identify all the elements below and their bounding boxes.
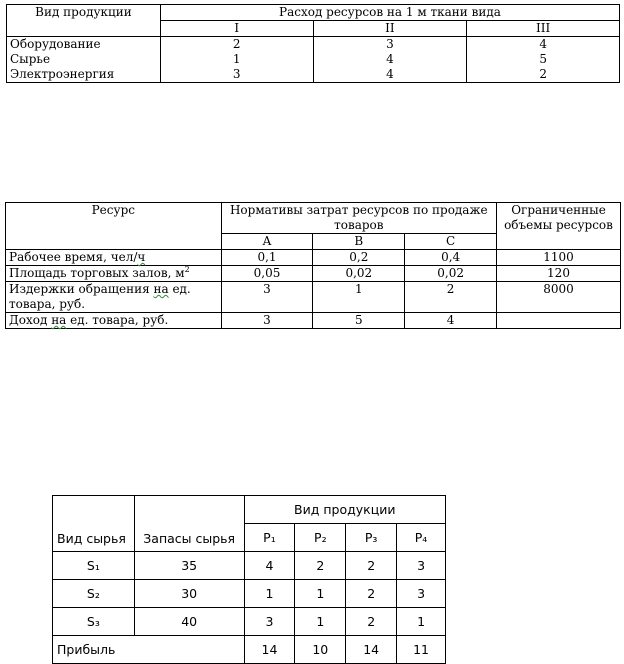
- row-label: Площадь торговых залов, $м^2$: [6, 266, 222, 282]
- profit-cell: 11: [397, 636, 446, 664]
- table-cell: 3: [221, 282, 313, 313]
- subheader-cell: C: [405, 234, 497, 250]
- table-cell: 4: [313, 67, 467, 83]
- table-cell: 3: [244, 608, 295, 636]
- table-row: [7, 5, 620, 21]
- table-row: [53, 580, 446, 608]
- profit-cell: 14: [346, 636, 397, 664]
- raw-material-table: [52, 495, 446, 664]
- limit-cell: 120: [497, 266, 621, 282]
- table-cell: 0,2: [313, 250, 405, 266]
- table-cell: 5: [467, 52, 620, 67]
- table-cell: 1: [313, 282, 405, 313]
- header-product-type: Вид продукции: [7, 5, 161, 37]
- limit-cell: 1100: [497, 250, 621, 266]
- table-cell: 2: [346, 552, 397, 580]
- row-label: Электроэнергия: [7, 67, 161, 83]
- subheader-cell: II: [313, 21, 467, 37]
- header-raw-stock: Запасы сырья: [134, 496, 244, 552]
- table-row: [7, 37, 620, 53]
- table-row: [7, 52, 620, 67]
- limit-cell: [497, 313, 621, 329]
- header-product-type: Вид продукции: [244, 496, 445, 524]
- row-label: S₂: [53, 580, 135, 608]
- table-cell: 0,02: [405, 266, 497, 282]
- limit-cell: 8000: [497, 282, 621, 313]
- subheader-cell: III: [467, 21, 620, 37]
- profit-label: Прибыль: [53, 636, 245, 664]
- header-norms: Нормативы затрат ресурсов по продаже товаров: [221, 203, 496, 234]
- table-cell: 3: [397, 580, 446, 608]
- table-cell: 2: [346, 580, 397, 608]
- product-header-cell: P₂: [295, 524, 346, 552]
- table-cell: 0,4: [405, 250, 497, 266]
- table-row: [53, 496, 446, 524]
- profit-cell: 10: [295, 636, 346, 664]
- table-row: [6, 250, 621, 266]
- stock-cell: 35: [134, 552, 244, 580]
- row-label: Рабочее время, чел/ч: [6, 250, 222, 266]
- table-cell: 2: [405, 282, 497, 313]
- table-cell: 3: [397, 552, 446, 580]
- table-cell: 0,1: [221, 250, 313, 266]
- table-cell: 2: [467, 67, 620, 83]
- subheader-cell: I: [160, 21, 313, 37]
- table-cell: 2: [295, 552, 346, 580]
- table-cell: 1: [397, 608, 446, 636]
- table-cell: 1: [295, 580, 346, 608]
- sales-resource-table: [5, 202, 621, 329]
- subheader-cell: B: [313, 234, 405, 250]
- stock-cell: 30: [134, 580, 244, 608]
- row-label: Сырье: [7, 52, 161, 67]
- table-cell: 2: [346, 608, 397, 636]
- table-cell: 1: [160, 52, 313, 67]
- row-label: Доход на ед. товара, руб.: [6, 313, 222, 329]
- table-cell: 1: [244, 580, 295, 608]
- table-cell: 5: [313, 313, 405, 329]
- profit-cell: 14: [244, 636, 295, 664]
- product-header-cell: P₃: [346, 524, 397, 552]
- header-limits: Ограниченные объемы ресурсов: [497, 203, 621, 250]
- table-row: [7, 67, 620, 83]
- product-header-cell: P₄: [397, 524, 446, 552]
- stock-cell: 40: [134, 608, 244, 636]
- subheader-cell: A: [221, 234, 313, 250]
- table-cell: 1: [295, 608, 346, 636]
- table-row: [6, 266, 621, 282]
- header-resource-usage: Расход ресурсов на 1 м ткани вида: [160, 5, 619, 21]
- table-row: [6, 313, 621, 329]
- table-row: [6, 203, 621, 234]
- header-raw-type: Вид сырья: [53, 496, 135, 552]
- table-cell: 4: [244, 552, 295, 580]
- table-cell: 4: [467, 37, 620, 53]
- table-cell: 0,05: [221, 266, 313, 282]
- fabric-resource-table: [6, 4, 620, 83]
- row-label: Издержки обращения на ед. товара, руб.: [6, 282, 222, 313]
- header-resource: Ресурс: [6, 203, 222, 250]
- table-cell: 0,02: [313, 266, 405, 282]
- table-row: [53, 608, 446, 636]
- row-label: S₃: [53, 608, 135, 636]
- table-cell: 2: [160, 37, 313, 53]
- table-cell: 3: [221, 313, 313, 329]
- product-header-cell: P₁: [244, 524, 295, 552]
- row-label: S₁: [53, 552, 135, 580]
- table-cell: 3: [313, 37, 467, 53]
- table-row: [6, 282, 621, 313]
- row-label: Оборудование: [7, 37, 161, 53]
- table-row: [53, 552, 446, 580]
- table-cell: 3: [160, 67, 313, 83]
- table-cell: 4: [405, 313, 497, 329]
- table-cell: 4: [313, 52, 467, 67]
